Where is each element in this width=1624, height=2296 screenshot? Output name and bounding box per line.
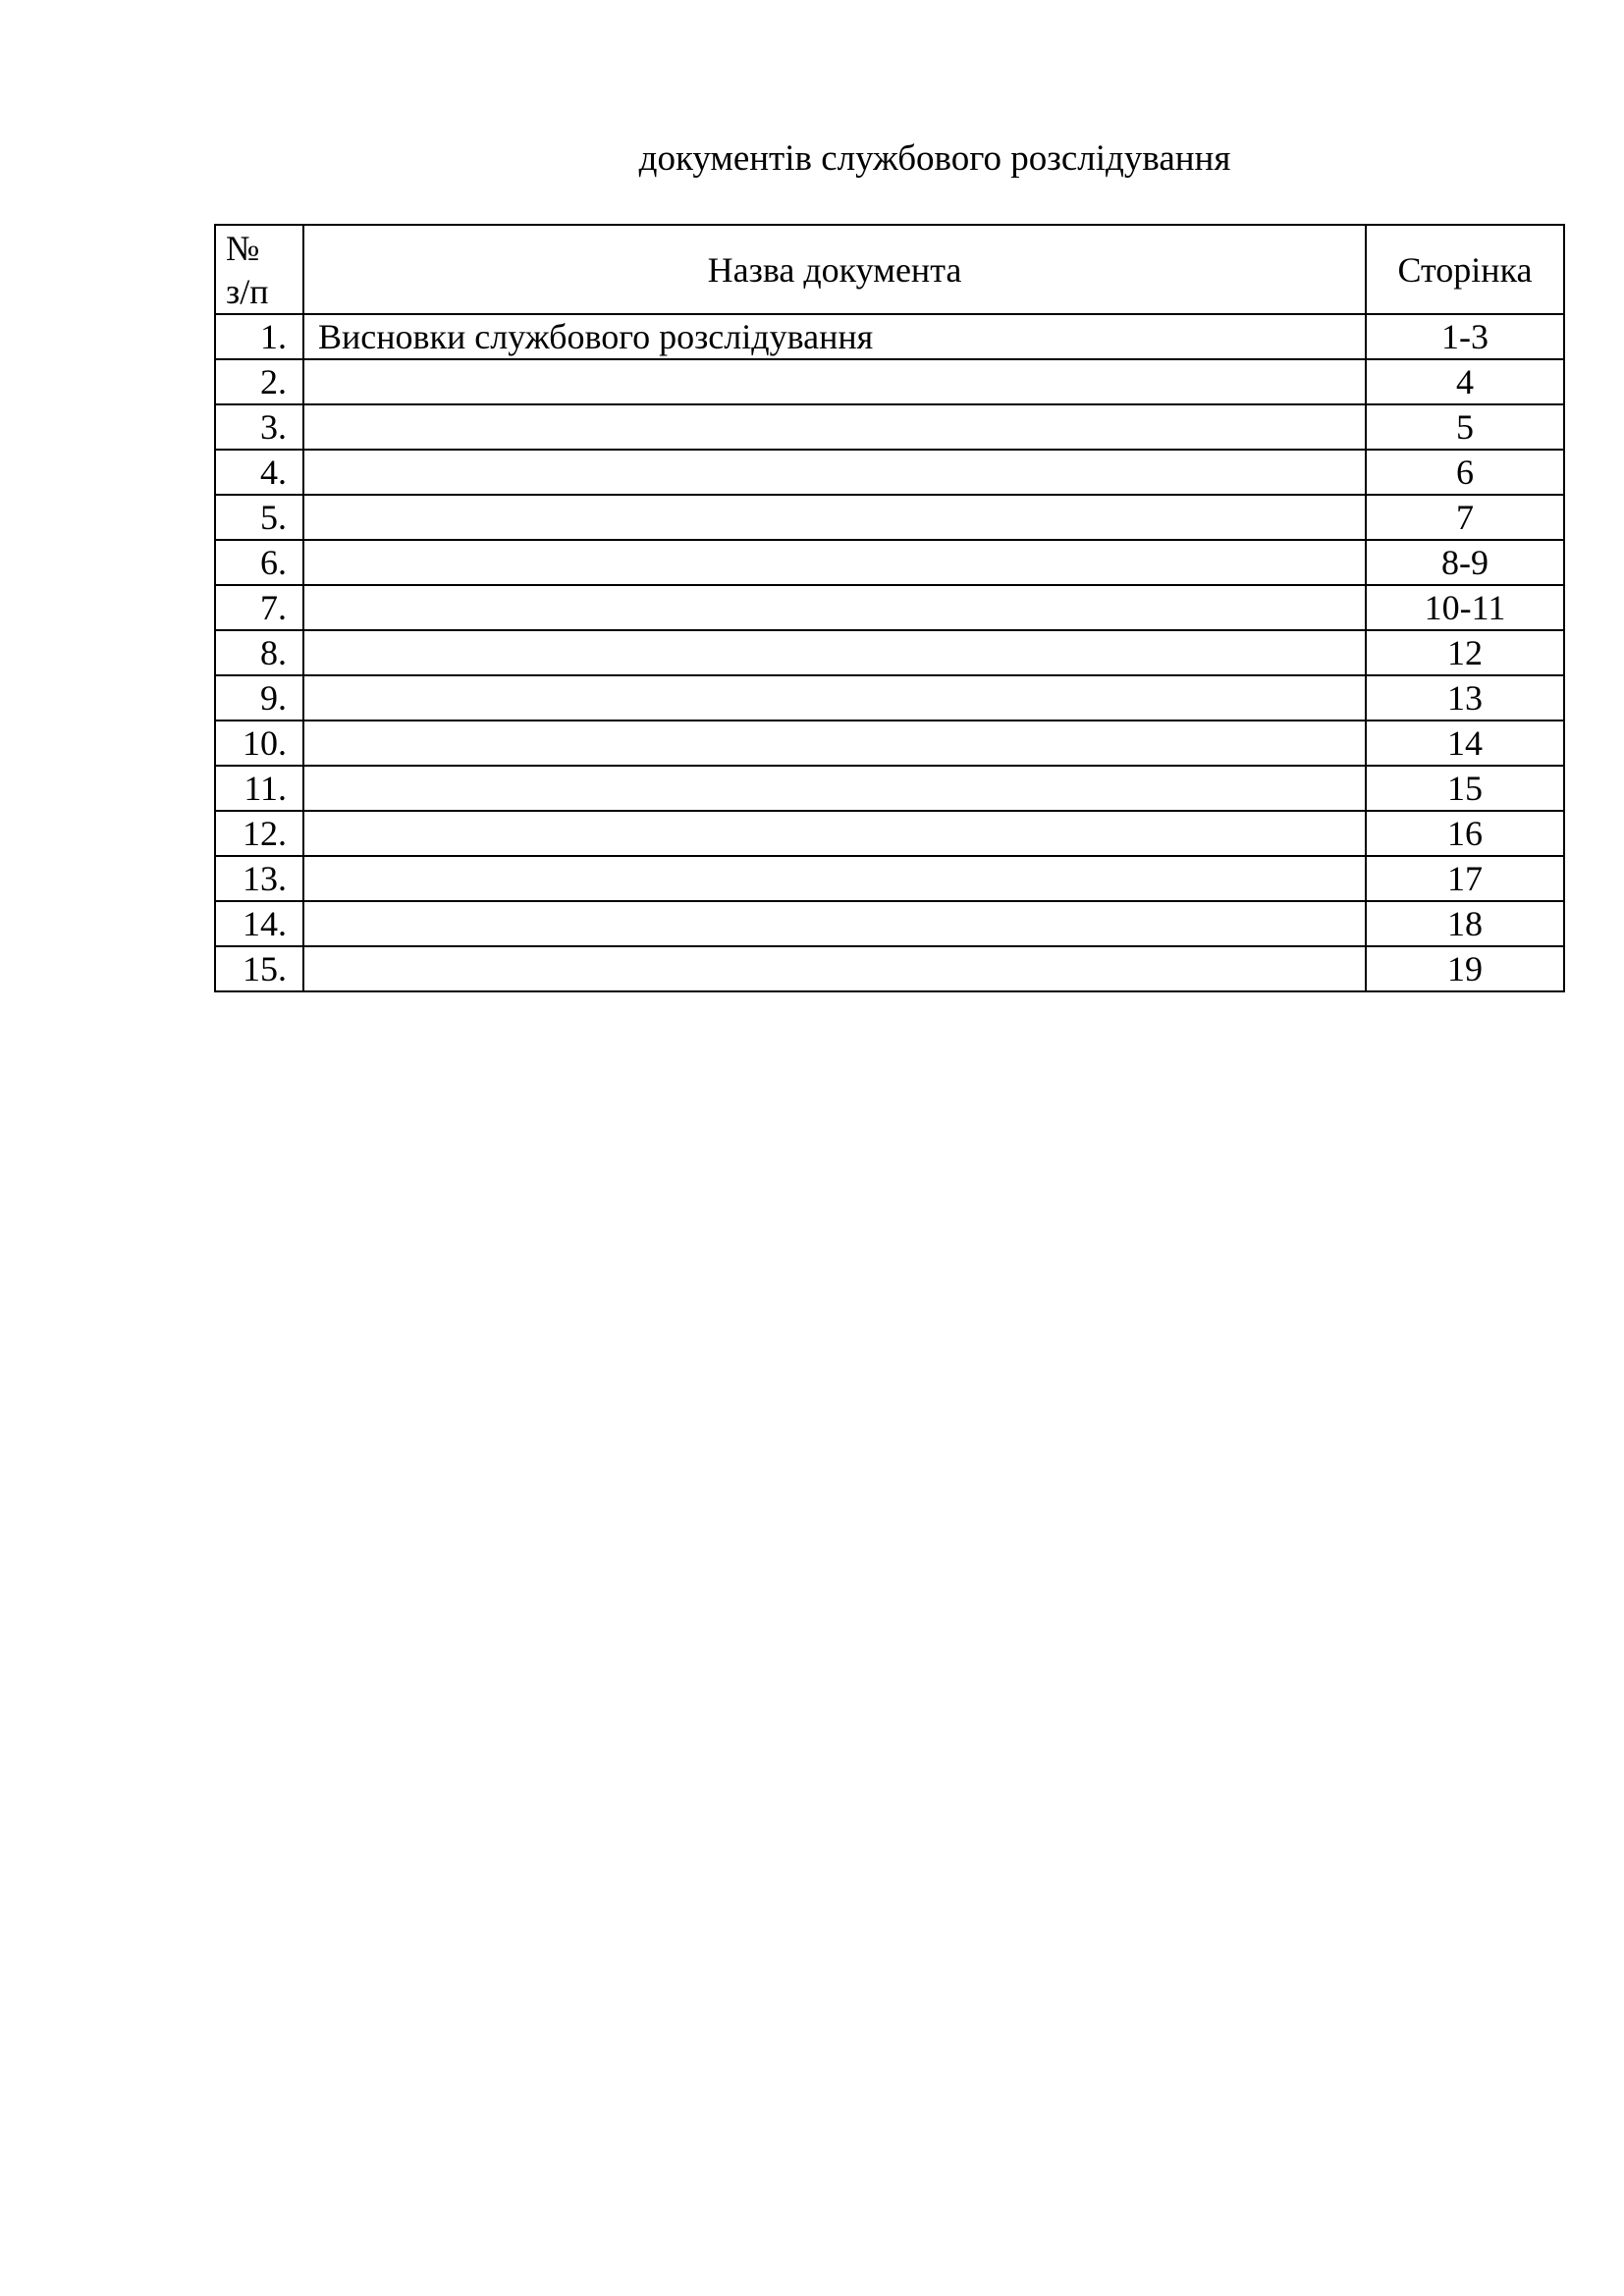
document-heading: документів службового розслідування [638,138,1231,179]
row-page: 6 [1366,450,1564,495]
row-document-name [303,675,1366,721]
row-document-name [303,359,1366,404]
row-document-name [303,404,1366,450]
row-document-name [303,721,1366,766]
table-row [215,585,1564,630]
table-row [215,630,1564,675]
row-document-name [303,766,1366,811]
row-page: 12 [1366,630,1564,675]
row-number: 5. [215,495,303,540]
table-row [215,901,1564,946]
row-page: 8-9 [1366,540,1564,585]
row-number: 8. [215,630,303,675]
row-page: 16 [1366,811,1564,856]
row-number: 4. [215,450,303,495]
row-page: 10-11 [1366,585,1564,630]
row-document-name [303,450,1366,495]
table-row [215,946,1564,991]
row-number: 13. [215,856,303,901]
row-document-name [303,901,1366,946]
row-number: 1. [215,314,303,359]
row-page: 4 [1366,359,1564,404]
row-document-name [303,856,1366,901]
table-row [215,450,1564,495]
row-document-name [303,585,1366,630]
header-page: Сторінка [1366,225,1564,314]
row-number: 3. [215,404,303,450]
row-document-name [303,540,1366,585]
row-number: 7. [215,585,303,630]
header-number [215,225,303,314]
row-page: 5 [1366,404,1564,450]
table-row [215,404,1564,450]
table-row [215,675,1564,721]
row-number: 10. [215,721,303,766]
row-page: 17 [1366,856,1564,901]
row-document-name [303,946,1366,991]
row-number: 2. [215,359,303,404]
table-header-row [215,225,1564,314]
row-document-name: Висновки службового розслідування [303,314,1366,359]
row-number: 9. [215,675,303,721]
row-number: 11. [215,766,303,811]
row-page: 18 [1366,901,1564,946]
table-row [215,540,1564,585]
table-row [215,856,1564,901]
header-number-abbrev: з/п [226,271,269,311]
row-document-name [303,811,1366,856]
row-number: 6. [215,540,303,585]
row-page: 14 [1366,721,1564,766]
table-row [215,766,1564,811]
row-number: 15. [215,946,303,991]
header-number-symbol: № [226,228,260,268]
table-row [215,721,1564,766]
table-row [215,495,1564,540]
row-number: 12. [215,811,303,856]
row-page: 1-3 [1366,314,1564,359]
row-number: 14. [215,901,303,946]
table-row [215,314,1564,359]
documents-table [214,224,1565,992]
table-row [215,359,1564,404]
row-document-name [303,495,1366,540]
table-row [215,811,1564,856]
row-document-name [303,630,1366,675]
row-page: 13 [1366,675,1564,721]
row-page: 19 [1366,946,1564,991]
header-document-name: Назва документа [303,225,1366,314]
row-page: 7 [1366,495,1564,540]
row-page: 15 [1366,766,1564,811]
